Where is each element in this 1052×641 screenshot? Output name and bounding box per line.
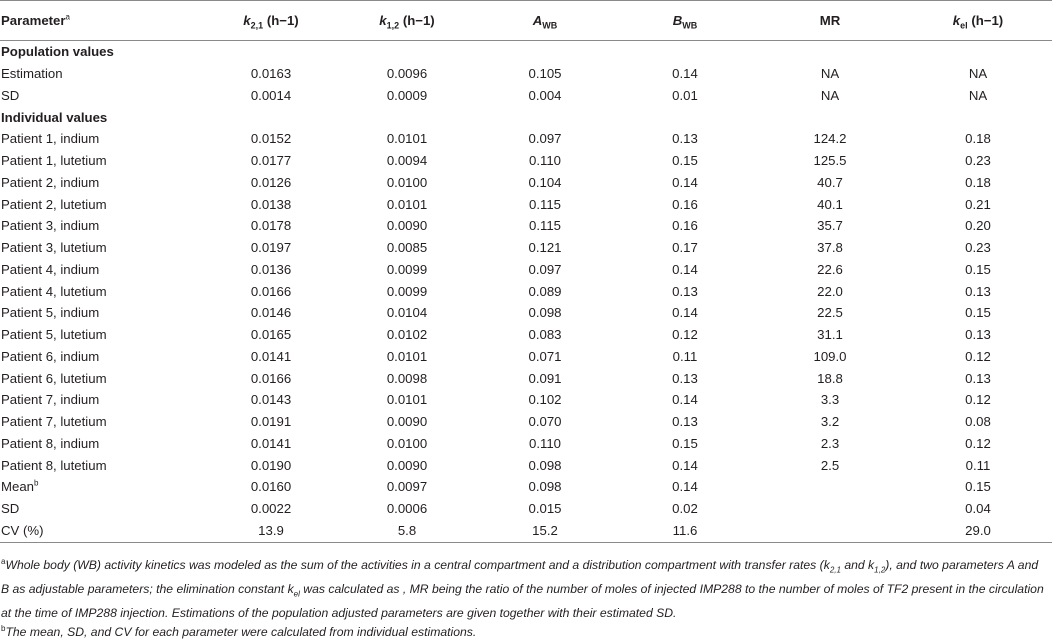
cell-mr [756,520,904,543]
cell-k12: 0.0096 [386,66,428,82]
table-row [0,324,1052,346]
cell-bwb: 0.14 [672,261,698,277]
cell-awb: 0.091 [528,370,562,386]
cell-k12: 0.0101 [386,392,428,408]
cell-kel: 0.13 [965,283,991,299]
cell-bwb: 0.14 [672,392,698,408]
cell-mr: 22.0 [817,283,843,299]
cell-k21: 0.0022 [250,501,292,517]
cell-k12: 0.0085 [386,240,428,256]
cell-awb: 0.098 [528,305,562,321]
cell-mr: 124.2 [813,131,847,147]
cell-awb: 0.097 [528,261,562,277]
cell-bwb: 0.14 [672,457,698,473]
cell-k21: 0.0190 [250,457,292,473]
cell-mr: 109.0 [813,348,847,364]
row-label: Patient 6, lutetium [1,370,107,386]
row-label: Patient 6, indium [1,348,100,364]
cell-mr: NA [820,66,840,82]
cell-kel: 0.18 [965,174,991,190]
cell-k12: 0.0100 [386,174,428,190]
table-row [0,389,1052,411]
cell-awb: 0.098 [528,479,562,495]
cell-awb: 0.097 [528,131,562,147]
section-title-individual: Individual values [1,109,108,125]
cell-k12: 0.0101 [386,348,428,364]
cell-kel: 0.11 [965,457,991,473]
row-label: Patient 2, lutetium [1,196,107,212]
cell-awb: 0.115 [528,196,562,212]
cell-k21: 0.0141 [250,435,292,451]
cell-kel: 0.21 [965,196,991,212]
cell-k12: 0.0099 [386,283,428,299]
cell-mr: 40.1 [817,196,843,212]
cell-bwb: 0.14 [672,305,698,321]
cell-k12: 0.0102 [386,327,428,343]
table-row [0,346,1052,368]
table-row [0,476,1052,498]
row-label: Patient 4, indium [1,261,100,277]
cell-kel: 0.04 [965,501,991,517]
section-individual [0,106,1052,128]
cell-bwb: 0.02 [672,501,698,517]
cell-k12: 0.0094 [386,153,428,169]
row-label: Patient 4, lutetium [1,283,107,299]
cell-kel: 0.23 [965,240,991,256]
cell-awb: 0.121 [528,240,562,256]
header-kel: $k_{el}$ (h−1) [904,1,1052,41]
table-row [0,302,1052,324]
section-title-population: Population values [1,44,114,60]
cell-k21: 0.0177 [250,153,292,169]
cell-k12: 0.0099 [386,261,428,277]
row-label: Patient 3, indium [1,218,100,234]
cell-mr: 125.5 [813,153,847,169]
cell-bwb: 0.01 [672,87,698,103]
cell-bwb: 0.11 [672,348,698,364]
cell-k12: 0.0090 [386,414,428,430]
cell-kel: 0.20 [965,218,991,234]
cell-kel: 0.23 [965,153,991,169]
table-row [0,237,1052,259]
cell-mr: 22.5 [817,305,843,321]
table-row [0,367,1052,389]
cell-k21: 0.0178 [250,218,292,234]
cell-awb: 0.102 [528,392,562,408]
cell-awb: 0.110 [528,153,562,169]
cell-bwb: 0.12 [672,327,698,343]
cell-mr: 2.3 [820,435,840,451]
cell-mr: 3.2 [820,414,840,430]
cell-awb: 0.115 [528,218,562,234]
row-label: Patient 2, indium [1,174,100,190]
cell-mr [756,498,904,520]
cell-awb: 0.105 [528,66,562,82]
header-k12: $k_{1,2}$ (h−1) [338,1,476,41]
cell-k12: 5.8 [338,520,476,543]
row-label: Patient 8, lutetium [1,457,107,473]
row-label: CV (%) [0,520,204,543]
cell-k12: 0.0090 [386,457,428,473]
cell-awb: 0.015 [528,501,562,517]
cell-awb: 0.098 [528,457,562,473]
cell-awb: 0.083 [528,327,562,343]
table-row [0,433,1052,455]
table-row [0,411,1052,433]
header-parameter: Parameter$^a$ [0,1,204,41]
row-label: Patient 7, indium [1,392,100,408]
cell-k21: 0.0146 [250,305,292,321]
cell-k12: 0.0100 [386,435,428,451]
row-label: Patient 7, lutetium [1,414,107,430]
cell-bwb: 0.16 [672,218,698,234]
table-header [0,1,1052,41]
cell-bwb: 0.14 [672,479,698,495]
cell-mr: 40.7 [817,174,843,190]
cell-k12: 0.0101 [386,196,428,212]
cell-bwb: 0.14 [672,66,698,82]
cell-k12: 0.0104 [386,305,428,321]
cell-kel: NA [968,66,988,82]
cell-bwb: 0.13 [672,414,698,430]
cell-k12: 0.0098 [386,370,428,386]
cell-bwb: 0.14 [672,174,698,190]
cell-awb: 0.070 [528,414,562,430]
cell-kel: 0.15 [965,261,991,277]
cell-mr: 18.8 [817,370,843,386]
cell-awb: 0.004 [528,87,562,103]
row-label: Patient 1, lutetium [1,153,107,169]
table-row [0,454,1052,476]
row-label: Mean$^b$ [1,478,39,495]
row-label: SD [1,87,20,103]
cell-awb: 0.110 [528,435,562,451]
cell-k12: 0.0090 [386,218,428,234]
cell-kel: 0.12 [965,435,991,451]
cell-mr [756,476,904,498]
cell-kel: 0.15 [965,305,991,321]
table-row [0,150,1052,172]
cell-bwb: 0.13 [672,370,698,386]
cell-k21: 0.0160 [250,479,292,495]
cell-k21: 0.0136 [250,261,292,277]
cell-k12: 0.0101 [386,131,428,147]
table-row [0,63,1052,85]
table-row [0,498,1052,520]
table-row [0,280,1052,302]
row-label: Patient 5, lutetium [1,327,107,343]
row-label: Patient 3, lutetium [1,240,107,256]
footnote-a: $^a$Whole body (WB) activity kinetics was modeled as the sum of the activities in a central compartment and a distribution compartment with transfer rates ($k_{2,1}$ and $k_{1,2}$), and two parameters A and B as adjustable parameters; the elimination constant $k_{el}$ was calculated as , MR being the ratio of the number of moles of injected IMP288 to the number of moles of TF2 present in the circulation at the time of IMP288 injection. Estimations of the population adjusted parameters are given together with their estimated SD. [1,556,1044,621]
cell-kel: 0.08 [965,414,991,430]
cell-kel: 0.12 [965,348,991,364]
header-mr: MR [756,1,904,41]
cell-k21: 0.0197 [250,240,292,256]
cell-k21: 0.0166 [250,370,292,386]
cell-k21: 0.0165 [250,327,292,343]
cell-k21: 0.0166 [250,283,292,299]
cell-k12: 0.0006 [386,501,428,517]
table-row [0,172,1052,194]
cell-kel: 0.12 [965,392,991,408]
cell-k21: 0.0014 [250,87,292,103]
cell-k21: 0.0191 [250,414,292,430]
table-row [0,259,1052,281]
cell-bwb: 0.15 [672,435,698,451]
cell-mr: 31.1 [817,327,843,343]
table-row [0,128,1052,150]
table-body [0,41,1052,543]
table-footnotes [1,556,1049,641]
cell-bwb: 0.17 [672,240,698,256]
header-awb: $A_{WB}$ [476,1,614,41]
cell-bwb: 0.13 [672,131,698,147]
table-row [0,193,1052,215]
cell-awb: 0.071 [528,348,562,364]
cell-awb: 0.104 [528,174,562,190]
cell-kel: 29.0 [904,520,1052,543]
cell-mr: 22.6 [817,261,843,277]
section-population [0,41,1052,63]
cell-bwb: 0.16 [672,196,698,212]
cell-kel: 0.18 [965,131,991,147]
cell-bwb: 11.6 [614,520,756,543]
cell-k12: 0.0009 [386,87,428,103]
row-label: Patient 5, indium [1,305,100,321]
cell-k21: 0.0152 [250,131,292,147]
cell-kel: 0.13 [965,370,991,386]
footnote-b: $^b$The mean, SD, and CV for each parameter were calculated from individual estimations. [1,623,477,639]
cell-mr: 35.7 [817,218,843,234]
cell-mr: 37.8 [817,240,843,256]
table-row [0,520,1052,543]
cell-awb: 15.2 [476,520,614,543]
cell-mr: 3.3 [820,392,840,408]
cell-mr: NA [820,87,840,103]
row-label: SD [1,501,20,517]
header-k21: $k_{2,1}$ (h−1) [204,1,338,41]
header-bwb: $B_{WB}$ [614,1,756,41]
table-row [0,215,1052,237]
cell-awb: 0.089 [528,283,562,299]
cell-kel: 0.13 [965,327,991,343]
cell-k21: 0.0141 [250,348,292,364]
cell-k21: 13.9 [204,520,338,543]
cell-kel: NA [968,87,988,103]
cell-bwb: 0.13 [672,283,698,299]
cell-k21: 0.0143 [250,392,292,408]
row-label: Patient 8, indium [1,435,100,451]
cell-k21: 0.0163 [250,66,292,82]
cell-kel: 0.15 [965,479,991,495]
table-row [0,85,1052,107]
cell-k12: 0.0097 [386,479,428,495]
row-label: Estimation [1,66,63,82]
row-label: Patient 1, indium [1,131,100,147]
cell-bwb: 0.15 [672,153,698,169]
cell-k21: 0.0126 [250,174,292,190]
cell-mr: 2.5 [820,457,840,473]
cell-k21: 0.0138 [250,196,292,212]
